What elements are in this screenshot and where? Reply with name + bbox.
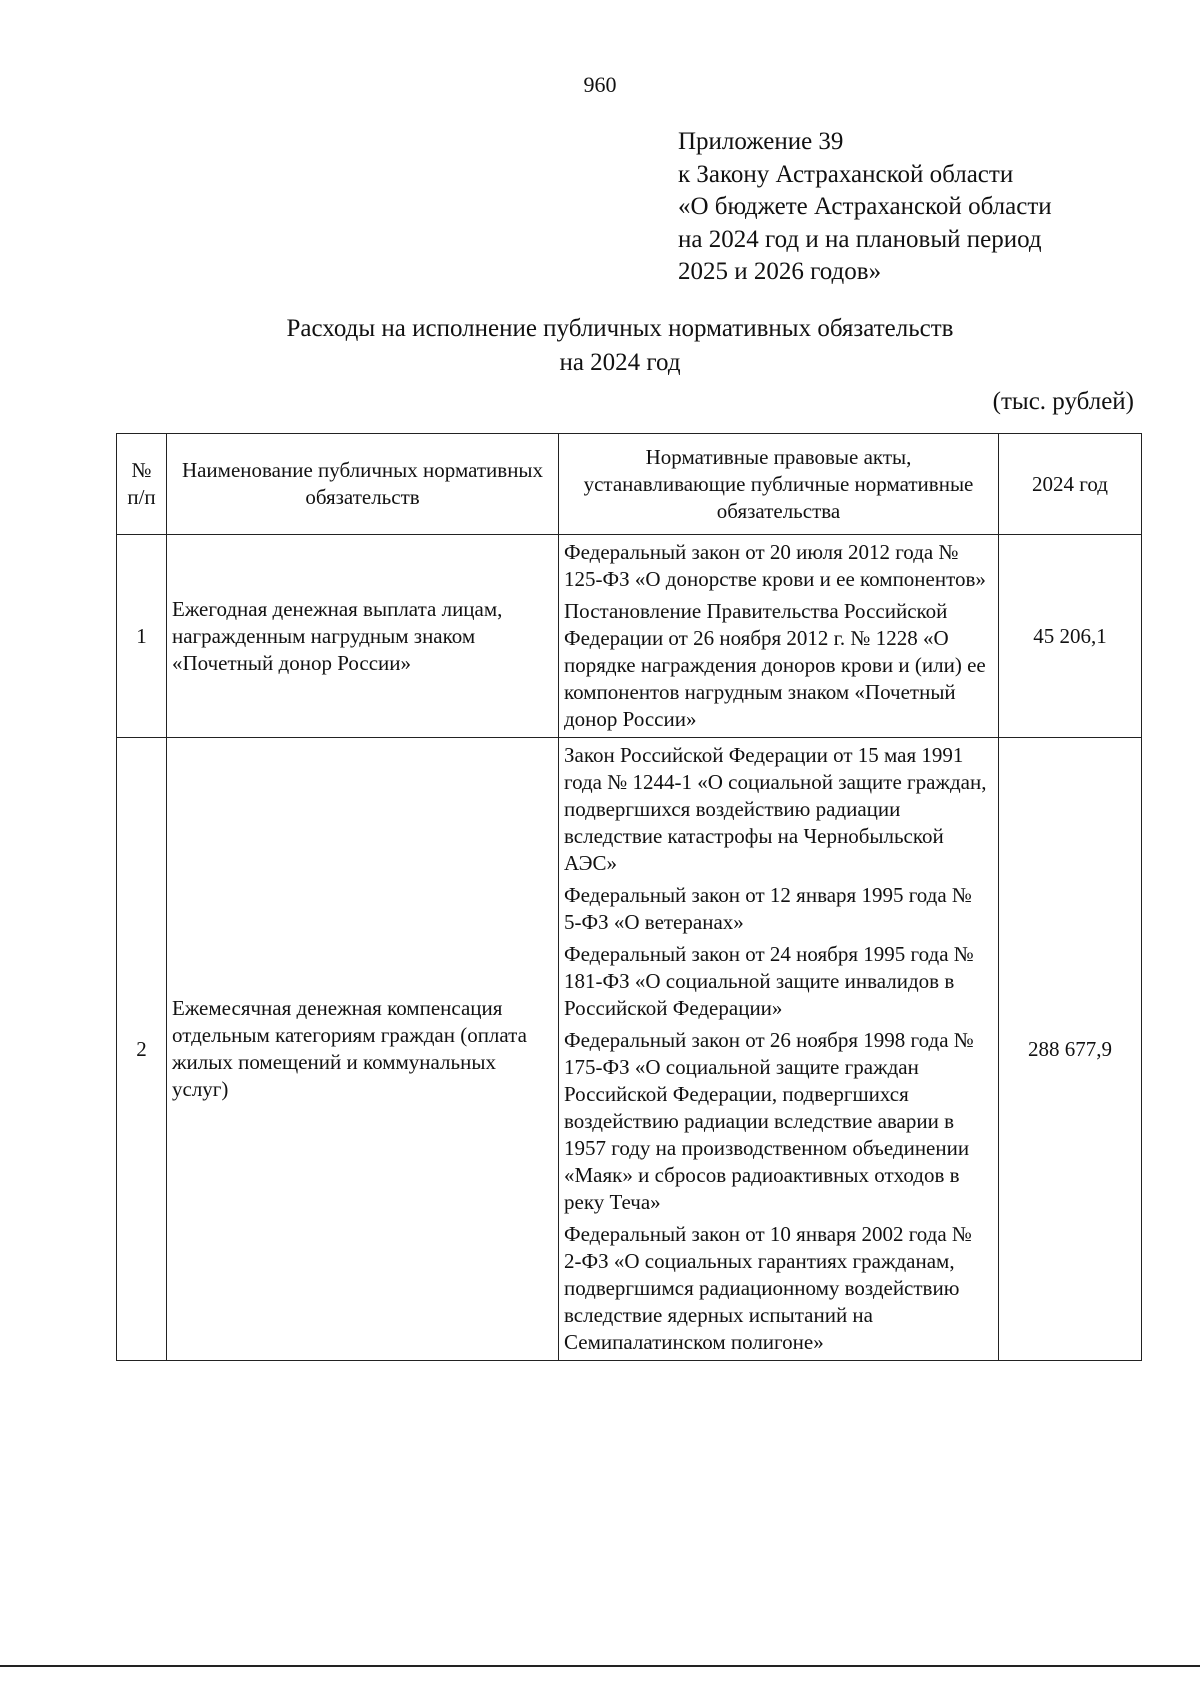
- row-num: 1: [117, 535, 167, 738]
- document-title: [0, 312, 1200, 380]
- header-year: 2024 год: [999, 434, 1142, 535]
- legal-act: Федеральный закон от 20 июля 2012 года № 125-ФЗ «О донорстве крови и ее компонентов»: [564, 540, 986, 591]
- legal-act: Федеральный закон от 24 ноября 1995 года № 181-ФЗ «О социальной защите инвалидов в Российской Федерации»: [564, 942, 974, 1020]
- appendix-line: 2025 и 2026 годов»: [678, 258, 882, 285]
- header-name: Наименование публичных нормативных обязательств: [167, 434, 559, 535]
- table-row: [117, 738, 1142, 1361]
- legal-act: Постановление Правительства Российской Федерации от 26 ноября 2012 г. № 1228 «О порядке награждения доноров крови и (или) ее компонентов нагрудным знаком «Почетный донор России»: [564, 599, 986, 731]
- amount-2024: 288 677,9: [999, 738, 1142, 1361]
- appendix-line: к Закону Астраханской области: [678, 160, 1014, 188]
- table-header-row: [117, 434, 1142, 535]
- legal-act: Федеральный закон от 12 января 1995 года № 5-ФЗ «О ветеранах»: [564, 883, 972, 934]
- appendix-line: Приложение 39: [678, 128, 844, 155]
- appendix-line: «О бюджете Астраханской области: [678, 193, 1052, 220]
- legal-acts-cell: [559, 738, 999, 1361]
- table-row: [117, 535, 1142, 738]
- legal-acts-cell: [559, 535, 999, 738]
- appendix-line: на 2024 год и на плановый период: [678, 225, 1042, 253]
- appendix-header: [678, 126, 1052, 289]
- title-line: Расходы на исполнение публичных нормативных обязательств: [286, 315, 954, 342]
- footer-divider: [0, 1665, 1200, 1667]
- units-label: (тыс. рублей): [992, 388, 1134, 415]
- legal-act: Федеральный закон от 26 ноября 1998 года № 175-ФЗ «О социальной защите граждан Российской Федерации, подвергшихся воздействию радиации вследствие аварии в 1957 году на производственном объединении «Маяк» и сбросов радиоактивных отходов в реку Теча»: [564, 1028, 974, 1214]
- page-number: 960: [583, 72, 617, 97]
- obligations-table: [116, 433, 1142, 1361]
- legal-act: Федеральный закон от 10 января 2002 года № 2-ФЗ «О социальных гарантиях гражданам, подвергшимся радиационному воздействию вследствие ядерных испытаний на Семипалатинском полигоне»: [564, 1222, 972, 1354]
- legal-act: Закон Российской Федерации от 15 мая 1991 года № 1244-1 «О социальной защите граждан, подвергшихся воздействию радиации вследствие катастрофы на Чернобыльской АЭС»: [564, 743, 987, 875]
- title-line: на 2024 год: [559, 349, 681, 376]
- row-num: 2: [117, 738, 167, 1361]
- amount-2024: 45 206,1: [999, 535, 1142, 738]
- header-acts: Нормативные правовые акты, устанавливающие публичные нормативные обязательства: [559, 434, 999, 535]
- obligation-name: Ежегодная денежная выплата лицам, награжденным нагрудным знаком «Почетный донор России»: [167, 535, 559, 738]
- header-num: № п/п: [117, 434, 167, 535]
- obligation-name: Ежемесячная денежная компенсация отдельным категориям граждан (оплата жилых помещений и коммунальных услуг): [167, 738, 559, 1361]
